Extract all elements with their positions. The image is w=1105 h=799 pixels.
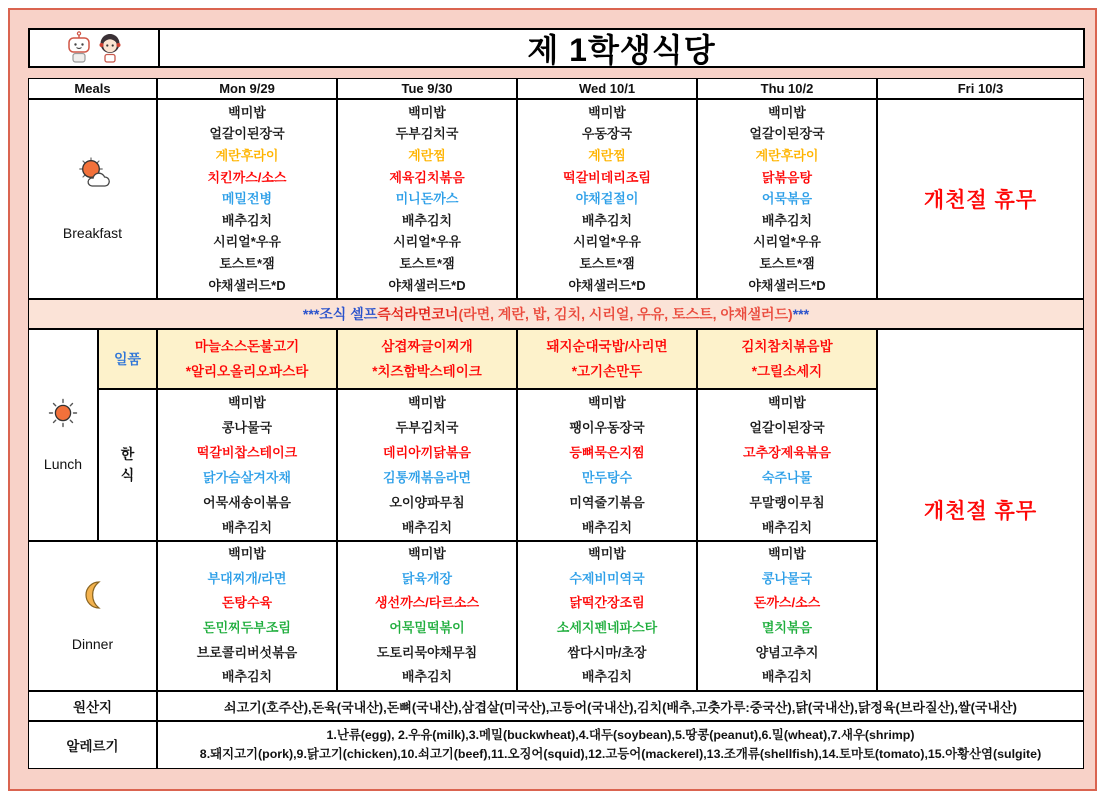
sun-cloud-icon	[75, 157, 111, 189]
moon-icon	[80, 580, 106, 610]
notice-prefix: 조식 셀프	[319, 306, 378, 322]
hansik-menu-thu	[697, 389, 877, 541]
lunch-label: Lunch	[43, 456, 83, 472]
menu-item: 생선까스/타르소스	[374, 595, 480, 611]
menu-item: 토스트*잼	[759, 255, 815, 271]
menu-item: 도토리묵야채무침	[376, 644, 478, 660]
menu-item: 수제비미역국	[569, 570, 645, 586]
self-ramen-notice	[28, 299, 1084, 329]
ilpum-menu-thu	[697, 329, 877, 389]
origin-cell	[157, 691, 1084, 721]
menu-item: 백미밥	[768, 104, 806, 120]
menu-item: 치킨까스/소스	[207, 169, 287, 185]
menu-item: 숙주나물	[761, 470, 813, 485]
menu-item: 미니돈까스	[395, 191, 459, 207]
menu-item: 멸치볶음	[761, 620, 813, 635]
dinner-label-cell	[28, 541, 157, 691]
menu-item: 두부김치국	[395, 420, 459, 435]
allergy-cell	[157, 721, 1084, 769]
menu-item: 브로콜리버섯볶음	[196, 644, 298, 660]
holiday-cell-breakfast	[877, 99, 1084, 299]
menu-item: 배추김치	[401, 669, 453, 685]
girl-mascot-icon	[98, 31, 122, 65]
menu-item: 백미밥	[228, 546, 266, 562]
menu-item: 백미밥	[588, 104, 626, 120]
menu-item: 만두탕수	[581, 470, 633, 485]
menu-item: 배추김치	[581, 520, 633, 535]
robot-mascot-icon	[66, 31, 92, 65]
ilpum-menu-wed	[517, 329, 697, 389]
menu-item: 떡갈비찹스테이크	[196, 445, 298, 460]
menu-item: 배추김치	[401, 520, 453, 535]
menu-item: 김통깨볶음라면	[383, 470, 471, 485]
holiday-text: 개천절 휴무	[923, 189, 1038, 212]
menu-item: 돼지순대국밥/사리면	[546, 339, 668, 354]
menu-item: 등뼈묵은지찜	[569, 445, 645, 460]
menu-item: 야채샐러드*D	[568, 277, 646, 293]
menu-item: 콩나물국	[221, 420, 273, 435]
menu-item: 토스트*잼	[579, 255, 635, 271]
menu-item: 닭가슴살겨자채	[203, 470, 291, 485]
header-day-thu: Thu 10/2	[697, 78, 877, 99]
header-day-wed: Wed 10/1	[517, 78, 697, 99]
sun-icon	[48, 398, 78, 428]
menu-item: 무말랭이무침	[749, 495, 825, 510]
menu-item: 배추김치	[401, 212, 453, 228]
menu-item: 돈까스/소스	[753, 595, 821, 611]
menu-item: *치즈함박스테이크	[372, 364, 482, 379]
holiday-cell-lunch-dinner	[877, 329, 1084, 691]
menu-item: 계란찜	[588, 148, 626, 164]
breakfast-label-cell	[28, 99, 157, 299]
menu-item: 배추김치	[581, 212, 633, 228]
allergy-line-2: 8.돼지고기(pork),9.닭고기(chicken),10.쇠고기(beef),11.오징어(squid),12.고등어(mackerel),13.조개류(shellfish),14.토마토(tomato),15.아황산염(sulgite)	[199, 747, 1042, 761]
menu-item: 야채샐러드*D	[208, 277, 286, 293]
menu-item: 부대찌개/라면	[207, 570, 287, 586]
hansik-menu-wed	[517, 389, 697, 541]
menu-item: 백미밥	[588, 395, 626, 410]
menu-item: 얼갈이된장국	[209, 126, 285, 142]
menu-item: 야채샐러드*D	[388, 277, 466, 293]
menu-item: 미역줄기볶음	[569, 495, 645, 510]
menu-item: 삼겹짜글이찌개	[381, 339, 473, 354]
menu-item: 백미밥	[228, 104, 266, 120]
menu-item: 떡갈비데리조림	[563, 169, 651, 185]
menu-item: 팽이우동장국	[569, 420, 645, 435]
menu-item: 야채샐러드*D	[748, 277, 826, 293]
menu-item: 닭볶음탕	[761, 169, 813, 185]
menu-item: 계란후라이	[755, 148, 819, 164]
menu-item: 오이양파무침	[389, 495, 465, 510]
origin-label: 원산지	[28, 691, 157, 721]
menu-item: 닭육개장	[401, 570, 453, 586]
menu-item: 메밀전병	[221, 191, 273, 207]
menu-item: 양념고추지	[755, 644, 819, 660]
breakfast-menu-tue	[337, 99, 517, 299]
breakfast-label: Breakfast	[62, 225, 123, 241]
notice-stars-right: ***	[792, 306, 810, 322]
menu-item: 고추장제육볶음	[743, 445, 831, 460]
ilpum-label-cell	[98, 329, 157, 389]
menu-item: 배추김치	[221, 520, 273, 535]
menu-item: 닭떡간장조림	[569, 595, 645, 611]
page-title: 제 1학생식당	[527, 32, 716, 68]
menu-item: 우동장국	[581, 126, 633, 142]
menu-item: 백미밥	[228, 395, 266, 410]
menu-item: 백미밥	[768, 395, 806, 410]
menu-item: 배추김치	[761, 520, 813, 535]
dinner-menu-thu	[697, 541, 877, 691]
header-day-fri: Fri 10/3	[877, 78, 1084, 99]
hansik-menu-tue	[337, 389, 517, 541]
menu-item: 돈탕수육	[221, 595, 273, 611]
menu-item: 계란찜	[408, 148, 446, 164]
menu-item: *그릴소세지	[751, 364, 823, 379]
hansik-label: 한식	[120, 446, 135, 483]
menu-item: 시리얼*우유	[573, 234, 641, 250]
notice-highlight: 즉석라면코너	[377, 306, 459, 322]
menu-item: 야채겉절이	[575, 191, 639, 207]
breakfast-menu-mon	[157, 99, 337, 299]
menu-item: 제육김치볶음	[389, 169, 465, 185]
menu-item: 토스트*잼	[219, 255, 275, 271]
menu-item: *고기손만두	[571, 364, 643, 379]
menu-table	[28, 78, 1084, 769]
menu-item: 쌈다시마/초장	[567, 644, 647, 660]
menu-item: 백미밥	[408, 395, 446, 410]
header-day-tue: Tue 9/30	[337, 78, 517, 99]
notice-stars-left: ***	[302, 306, 320, 322]
menu-item: 두부김치국	[395, 126, 459, 142]
menu-item: 토스트*잼	[399, 255, 455, 271]
menu-item: 소세지펜네파스타	[556, 620, 658, 635]
breakfast-menu-wed	[517, 99, 697, 299]
header-meals: Meals	[28, 78, 157, 99]
menu-item: 얼갈이된장국	[749, 420, 825, 435]
menu-item: 배추김치	[581, 669, 633, 685]
menu-item: 데리아끼닭볶음	[383, 445, 471, 460]
menu-item: 백미밥	[768, 546, 806, 562]
title-cell	[158, 28, 1085, 68]
allergy-line-1: 1.난류(egg), 2.우유(milk),3.메밀(buckwheat),4.대두(soybean),5.땅콩(peanut),6.밀(wheat),7.새우(shrimp)	[326, 728, 915, 742]
menu-item: 어묵밀떡볶이	[389, 620, 465, 635]
origin-text: 쇠고기(호주산),돈육(국내산),돈뼈(국내산),삼겹살(미국산),고등어(국내산),김치(배추,고춧가루:중국산),닭(국내산),닭정육(브라질산),쌀(국내산)	[224, 699, 1017, 715]
menu-item: 계란후라이	[215, 148, 279, 164]
dinner-menu-wed	[517, 541, 697, 691]
menu-item: 배추김치	[221, 212, 273, 228]
menu-item: 백미밥	[408, 546, 446, 562]
menu-item: 김치참치볶음밥	[741, 339, 833, 354]
menu-item: 어묵새송이볶음	[203, 495, 291, 510]
holiday-text: 개천절 휴무	[923, 500, 1038, 523]
notice-suffix: (라면, 계란, 밥, 김치, 시리얼, 우유, 토스트, 야채샐러드)	[458, 306, 793, 322]
menu-item: 배추김치	[761, 669, 813, 685]
menu-item: *알리오올리오파스타	[185, 364, 309, 379]
menu-item: 배추김치	[221, 669, 273, 685]
ilpum-label: 일품	[113, 351, 142, 367]
menu-item: 시리얼*우유	[393, 234, 461, 250]
mascot-logo	[28, 28, 158, 68]
menu-item: 시리얼*우유	[213, 234, 281, 250]
hansik-label-cell	[98, 389, 157, 541]
menu-item: 돈민찌두부조림	[203, 620, 291, 635]
menu-item: 얼갈이된장국	[749, 126, 825, 142]
menu-item: 콩나물국	[761, 570, 813, 586]
menu-item: 시리얼*우유	[753, 234, 821, 250]
menu-item: 어묵볶음	[761, 191, 813, 207]
title-bar	[28, 28, 1085, 68]
header-day-mon: Mon 9/29	[157, 78, 337, 99]
allergy-label: 알레르기	[28, 721, 157, 769]
menu-item: 백미밥	[408, 104, 446, 120]
dinner-label: Dinner	[71, 636, 114, 652]
menu-item: 배추김치	[761, 212, 813, 228]
lunch-label-cell	[28, 329, 98, 541]
menu-item: 백미밥	[588, 546, 626, 562]
ilpum-menu-mon	[157, 329, 337, 389]
ilpum-menu-tue	[337, 329, 517, 389]
dinner-menu-mon	[157, 541, 337, 691]
dinner-menu-tue	[337, 541, 517, 691]
hansik-menu-mon	[157, 389, 337, 541]
breakfast-menu-thu	[697, 99, 877, 299]
menu-item: 마늘소스돈불고기	[194, 339, 300, 354]
